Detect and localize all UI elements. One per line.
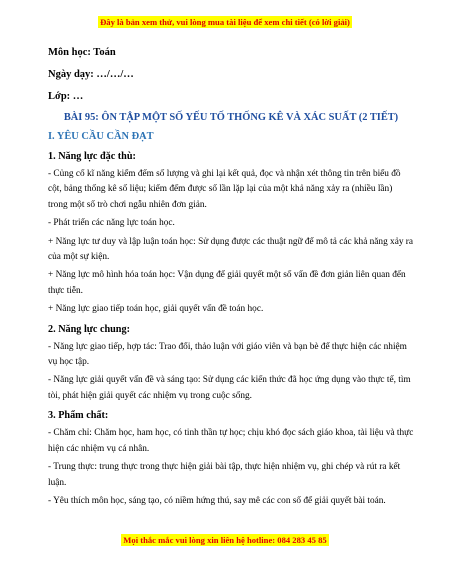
lesson-title: BÀI 95: ÔN TẬP MỘT SỐ YẾU TỐ THỐNG KÊ VÀ XÁC SUẤT (2 TIẾT) <box>63 112 399 123</box>
paragraph: - Năng lực giải quyết vấn đề và sáng tạo: Sử dụng các kiến thức đã học ứng dụng vào thực tế, tìm tòi, phát hiện giải quyết các nhiệm vụ trong cuộc sống. <box>48 375 411 401</box>
subheading-specific-competence: 1. Năng lực đặc thù: <box>48 151 136 162</box>
paragraph: - Yêu thích môn học, sáng tạo, có niềm hứng thú, say mê các con số để giải quyết bài toán. <box>48 495 386 506</box>
preview-banner-text: Đây là bản xem thử, vui lòng mua tài liệu để xem chi tiết (có lời giải) <box>100 17 350 27</box>
paragraph: + Năng lực tư duy và lập luận toán học: Sử dụng được các thuật ngữ để mô tả các khả năng xảy ra của một sự kiện. <box>48 236 414 263</box>
class-line: Lớp: … <box>48 91 84 102</box>
paragraph: + Năng lực mô hình hóa toán học: Vận dụng để giải quyết một số vấn đề đơn giản liên quan đến thực tiễn. <box>48 270 406 296</box>
section-heading-requirements: I. YÊU CẦU CẦN ĐẠT <box>48 131 154 142</box>
paragraph: - Trung thực: trung thực trong thực hiện giải bài tập, thực hiện nhiệm vụ, ghi chép và rút ra kết luận. <box>48 462 401 488</box>
preview-banner <box>0 17 450 27</box>
subheading-qualities: 3. Phẩm chất: <box>48 410 109 422</box>
paragraph: - Phát triển các năng lực toán học. <box>48 218 175 229</box>
subheading-general-competence: 2. Năng lực chung: <box>48 323 130 335</box>
paragraph: - Củng cố kĩ năng kiểm đếm số lượng và ghi lại kết quả, đọc và nhận xét thông tin trên biểu đồ cột, bảng thống kê số liệu; kiểm đếm được số lần lặp lại của một khả năng xảy ra (nhiều lần) trong một số trò chơi ngẫu nhiên đơn giản. <box>48 169 401 210</box>
lesson-content <box>48 42 414 509</box>
paragraph: - Năng lực giao tiếp, hợp tác: Trao đổi, thảo luận với giáo viên và bạn bè để thực hiện các nhiệm vụ học tập. <box>48 341 407 368</box>
paragraph: - Chăm chỉ: Chăm học, ham học, có tinh thần tự học; chịu khó đọc sách giáo khoa, tài liệu và thực hiện các nhiệm vụ cá nhân. <box>48 428 414 454</box>
paragraph: + Năng lực giao tiếp toán học, giải quyết vấn đề toán học. <box>48 304 264 315</box>
date-line: Ngày dạy: …/…/… <box>48 69 134 80</box>
hotline-banner <box>0 535 450 545</box>
hotline-banner-text: Mọi thắc mắc vui lòng xin liên hệ hotline: 084 283 45 85 <box>123 535 327 545</box>
subject-line: Môn học: Toán <box>48 47 116 58</box>
